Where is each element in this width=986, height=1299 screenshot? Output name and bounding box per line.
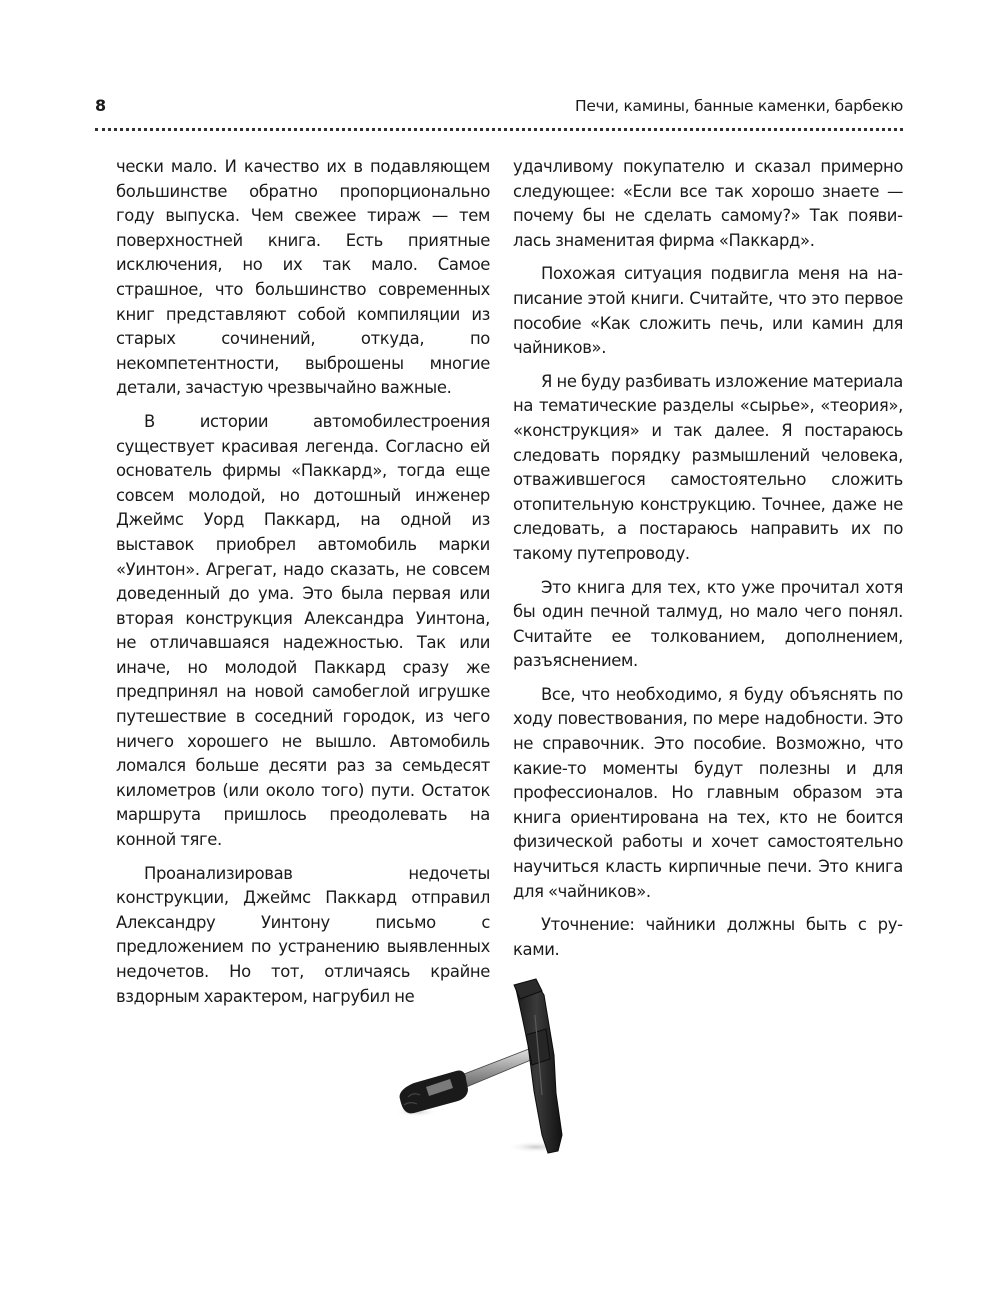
- running-title: Печи, камины, банные каменки, барбекю: [575, 97, 903, 115]
- paragraph: удачливому покупателю и сказал примерно следующее: «Если все так хорошо знаете — почему бы не сделать самому?» Так появилась знаменитая фирма «Паккард».: [513, 157, 903, 250]
- bricklayer-hammer-icon: [386, 975, 586, 1160]
- paragraph: Уточнение: чайники должны быть с руками.: [513, 915, 903, 959]
- page-number: 8: [95, 96, 107, 115]
- paragraph: Все, что необходимо, я буду объяснять по ходу повествования, по мере надобности. Это не справочник. Это пособие. Возможно, что какие-то моменты будут полезны и для профессионалов. Но главным образом эта книга ориентирована на тех, кто не боится физической работы и хочет самостоятельно научиться класть кирпичные печи. Это книга для «чайников».: [513, 684, 903, 901]
- right-text-column: [513, 155, 903, 971]
- paragraph: Это книга для тех, кто уже прочитал хотя бы один печной талмуд, но мало чего понял. Считайте ее толкованием, дополнением, разъяснением.: [513, 577, 903, 671]
- paragraph: Похожая ситуация подвигла меня на написание этой книги. Считайте, что это первое пособие «Как сложить печь, или камин для чайников».: [513, 264, 903, 358]
- paragraph: Я не буду разбивать изложение материала на тематические разделы «сырье», «теория», «конструкция» и так далее. Я постараюсь следовать порядку размышлений человека, отважившегося самостоятельно сложить отопительную конструкцию. Точнее, даже не следовать, а постараюсь направить их по такому путепроводу.: [513, 371, 903, 563]
- paragraph: чески мало. И качество их в подавляющем большинстве обратно пропорционально году выпуска. Чем свежее тираж — тем поверхностней книга. Есть приятные исключения, но их так мало. Самое страшное, что большинство современных книг представляют собой компиляции из старых сочинений, откуда, по некомпетентности, выброшены многие детали, зачастую чрезвычайно важные.: [116, 157, 490, 398]
- header-divider: [95, 128, 903, 131]
- paragraph: В истории автомобилестроения существует красивая легенда. Согласно ей основатель фирмы «Паккард», тогда еще совсем молодой, но дотошный инженер Джеймс Уорд Паккард, на одной из выставок приобрел автомобиль марки «Уинтон». Агрегат, надо сказать, не совсем доведенный до ума. Это была первая или вторая конструкция Александра Уинтона, не отличавшаяся надежностью. Так или иначе, но молодой Паккард сразу же предпринял на новой самобеглой игрушке путешествие в соседний городок, из чего ничего хорошего не вышло. Автомобиль ломался больше десяти раз за семьдесят километров (или около того) пути. Остаток маршрута пришлось преодолевать на конной тяге.: [116, 411, 490, 850]
- running-header: [95, 94, 903, 122]
- paragraph: Проанализировав недочеты конструкции, Джеймс Паккард отправил Александру Уинтону письмо с предложением по устранению выявленных недочетов. Но тот, отличаясь крайне вздорным характером, нагрубил не: [116, 863, 490, 1006]
- left-text-column: [116, 155, 490, 1018]
